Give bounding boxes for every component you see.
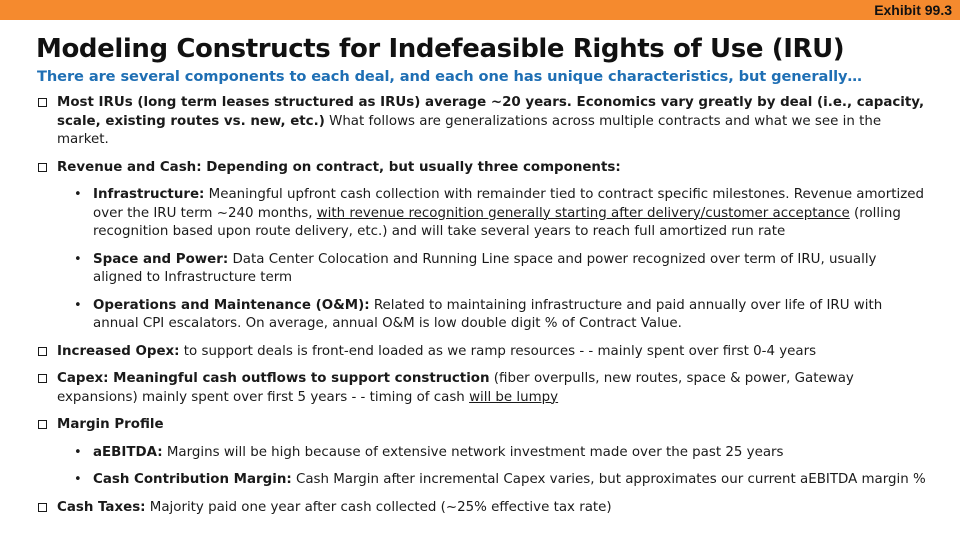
bullet-dot-icon: • (74, 187, 82, 202)
bullet-dot-icon: • (74, 297, 82, 313)
bullet-dot-icon: • (74, 444, 82, 460)
sub-bullet-bold-text: Space and Power: (93, 251, 229, 267)
bullet-bold-text: Revenue and Cash: Depending on contract, but usually three components: (57, 159, 621, 175)
bullet-bold-text: Cash Taxes: (57, 499, 146, 515)
checkbox-bullet-icon (38, 420, 47, 429)
sub-bullet-text: Meaningful upfront cash collection with remainder tied to contract specific milestones. Revenue amortized over the IRU term ~240 months, (93, 187, 924, 221)
sub-bullet-bold-text: Infrastructure: (93, 187, 205, 202)
bullet-dot-icon: • (74, 251, 82, 267)
sub-bullet-text-continued: (rolling recognition based upon route delivery, etc.) and will take several years to reach full amortized run rate (93, 205, 901, 239)
exhibit-label: Exhibit 99.3 (874, 2, 952, 18)
checkbox-bullet-icon (38, 163, 47, 172)
sub-bullet-space-power (38, 251, 928, 288)
sub-bullet-cash-contribution (38, 471, 928, 490)
bullet-capex (38, 370, 928, 407)
top-accent-bar (0, 0, 960, 20)
sub-bullet-bold-text: aEBITDA: (93, 444, 163, 460)
bullet-bold-text: Increased Opex: (57, 343, 180, 359)
bullet-text: to support deals is front-end loaded as we ramp resources - - mainly spent over first 0-4 years (179, 343, 817, 359)
bullet-margin-profile (38, 416, 928, 435)
bullet-cash-taxes (38, 499, 928, 518)
bullet-bold-text: Capex: Meaningful cash outflows to support construction (57, 371, 490, 386)
bullet-iru-average (38, 94, 928, 150)
bullet-text: Majority paid one year after cash collected (~25% effective tax rate) (145, 499, 612, 515)
sub-bullet-text: Cash Margin after incremental Capex varies, but approximates our current aEBITDA margin % (291, 472, 926, 487)
sub-bullet-text: Related to maintaining infrastructure and paid annually over life of IRU with annual CPI escalators. On average, annual O&M is low double digit % of Contract Value. (93, 297, 883, 331)
checkbox-bullet-icon (38, 503, 47, 512)
checkbox-bullet-icon (38, 374, 47, 383)
sub-bullet-om (38, 297, 928, 334)
page-title: Modeling Constructs for Indefeasible Rights of Use (IRU) (36, 34, 845, 64)
sub-bullet-infrastructure (38, 186, 928, 242)
sub-bullet-bold-text: Cash Contribution Margin: (93, 472, 292, 487)
sub-bullet-text: Data Center Colocation and Running Line space and power recognized over term of IRU, usually aligned to Infrastructure term (93, 251, 877, 285)
sub-bullet-text: Margins will be high because of extensive network investment made over the past 25 years (162, 444, 784, 460)
bullet-text: (fiber overpulls, new routes, space & power, Gateway expansions) mainly spent over first 5 years - - timing of cash (57, 371, 854, 405)
checkbox-bullet-icon (38, 347, 47, 356)
bullet-underlined-text: will be lumpy (469, 389, 559, 405)
bullet-bold-text: Margin Profile (57, 417, 164, 432)
bullet-bold-text: Most IRUs (long term leases structured as IRUs) average ~20 years. Economics vary greatly by deal (i.e., capacity, scale, existing routes vs. new, etc.) (57, 95, 925, 129)
sub-bullet-underlined-text: with revenue recognition generally starting after delivery/customer acceptance (316, 205, 850, 221)
page-subtitle: There are several components to each deal, and each one has unique characteristics, but generally… (37, 68, 862, 85)
bullet-dot-icon: • (74, 472, 82, 487)
checkbox-bullet-icon (38, 98, 47, 107)
sub-bullet-bold-text: Operations and Maintenance (O&M): (93, 297, 370, 313)
bullet-text: What follows are generalizations across multiple contracts and what we see in the market. (57, 113, 882, 147)
bullet-increased-opex (38, 343, 928, 362)
sub-bullet-aebitda (38, 444, 928, 463)
bullet-revenue-cash (38, 159, 928, 178)
bullet-list (38, 94, 928, 526)
